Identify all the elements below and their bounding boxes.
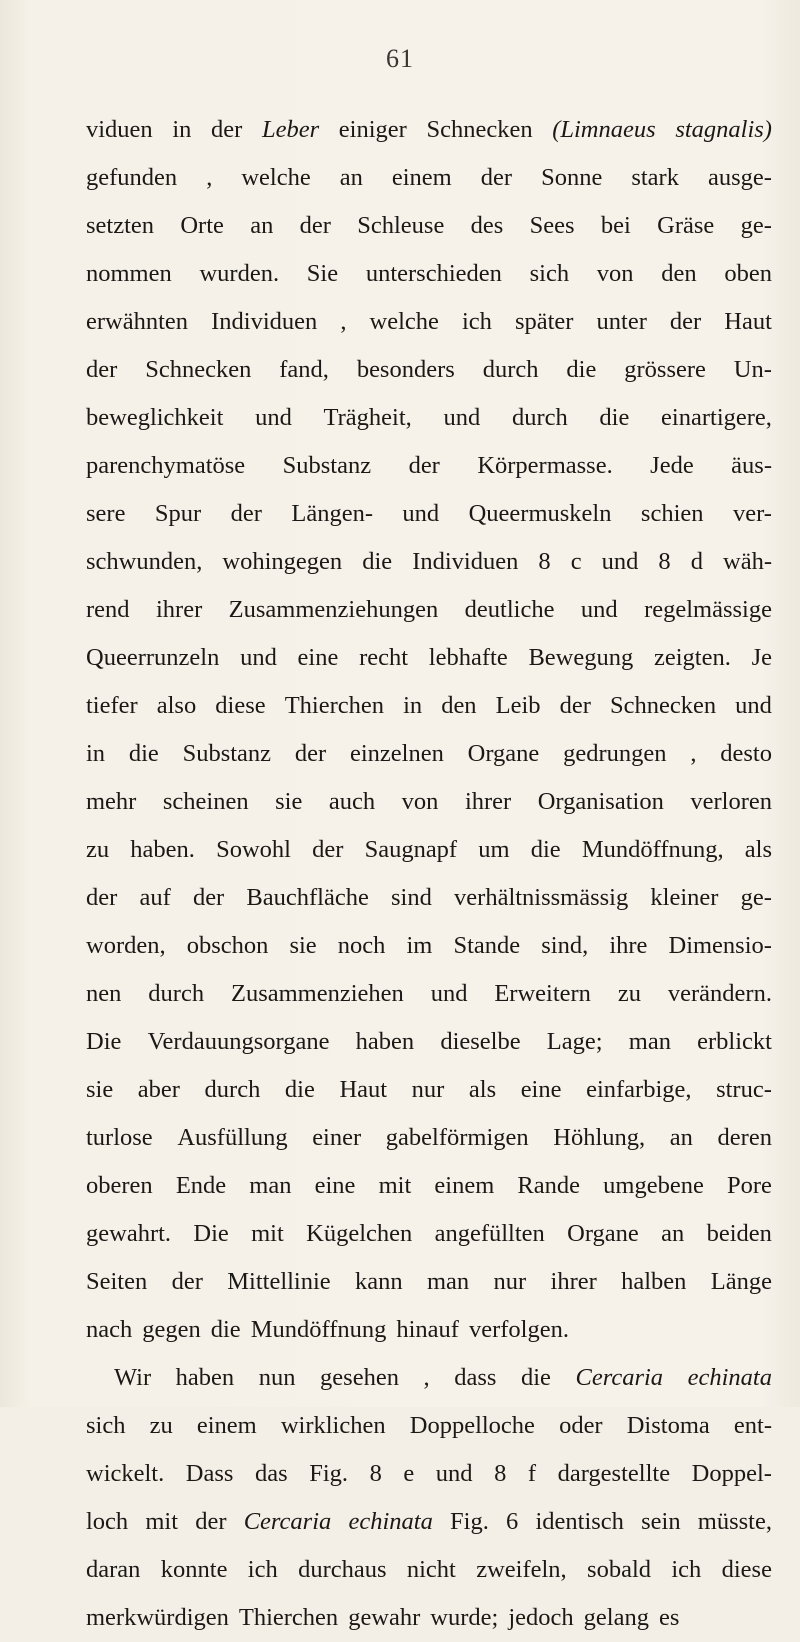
text-line: beweglichkeit und Trägheit, und durch die einartigere, bbox=[86, 404, 772, 431]
text-line: der Schnecken fand, besonders durch die grössere Un- bbox=[86, 356, 772, 383]
text-line: merkwürdigen Thierchen gewahr wurde; jedoch gelang es bbox=[86, 1604, 680, 1631]
text-line: tiefer also diese Thierchen in den Leib der Schnecken und bbox=[86, 692, 772, 719]
text-line: in die Substanz der einzelnen Organe gedrungen , desto bbox=[86, 740, 772, 767]
text-line: mehr scheinen sie auch von ihrer Organisation verloren bbox=[86, 788, 772, 815]
body-text bbox=[86, 106, 772, 1642]
text-line: gefunden , welche an einem der Sonne stark ausge- bbox=[86, 164, 772, 191]
text-line: Die Verdauungsorgane haben dieselbe Lage; man erblickt bbox=[86, 1028, 772, 1055]
page-number: 61 bbox=[386, 44, 414, 73]
text-line: wickelt. Dass das Fig. 8 e und 8 f dargestellte Doppel- bbox=[86, 1460, 772, 1487]
text-line: oberen Ende man eine mit einem Rande umgebene Pore bbox=[86, 1172, 772, 1199]
text-line: sich zu einem wirklichen Doppelloche oder Distoma ent- bbox=[86, 1412, 772, 1439]
text-line: schwunden, wohingegen die Individuen 8 c und 8 d wäh- bbox=[86, 548, 772, 575]
text-line: viduen in der Leber einiger Schnecken (Limnaeus stagnalis) bbox=[86, 116, 772, 143]
text-line: worden, obschon sie noch im Stande sind, ihre Dimensio- bbox=[86, 932, 772, 959]
text-line: sie aber durch die Haut nur als eine einfarbige, struc- bbox=[86, 1076, 772, 1103]
text-line: zu haben. Sowohl der Saugnapf um die Mundöffnung, als bbox=[86, 836, 772, 863]
text-line: Seiten der Mittellinie kann man nur ihrer halben Länge bbox=[86, 1268, 772, 1295]
text-line: parenchymatöse Substanz der Körpermasse. Jede äus- bbox=[86, 452, 772, 479]
text-line: gewahrt. Die mit Kügelchen angefüllten Organe an beiden bbox=[86, 1220, 772, 1247]
text-line: sere Spur der Längen- und Queermuskeln schien ver- bbox=[86, 500, 772, 527]
text-line: setzten Orte an der Schleuse des Sees bei Gräse ge- bbox=[86, 212, 772, 239]
text-line: nommen wurden. Sie unterschieden sich von den oben bbox=[86, 260, 772, 287]
text-line: daran konnte ich durchaus nicht zweifeln, sobald ich diese bbox=[86, 1556, 772, 1583]
text-line: der auf der Bauchfläche sind verhältnissmässig kleiner ge- bbox=[86, 884, 772, 911]
text-line: erwähnten Individuen , welche ich später unter der Haut bbox=[86, 308, 772, 335]
text-line: nen durch Zusammenziehen und Erweitern zu verändern. bbox=[86, 980, 772, 1007]
text-line: rend ihrer Zusammenziehungen deutliche und regelmässige bbox=[86, 596, 772, 623]
text-line: turlose Ausfüllung einer gabelförmigen Höhlung, an deren bbox=[86, 1124, 772, 1151]
text-line: nach gegen die Mundöffnung hinauf verfolgen. bbox=[86, 1316, 569, 1343]
text-line: loch mit der Cercaria echinata Fig. 6 identisch sein müsste, bbox=[86, 1508, 772, 1535]
text-line: Queerrunzeln und eine recht lebhafte Bewegung zeigten. Je bbox=[86, 644, 772, 671]
text-line: Wir haben nun gesehen , dass die Cercaria echinata bbox=[114, 1364, 772, 1391]
